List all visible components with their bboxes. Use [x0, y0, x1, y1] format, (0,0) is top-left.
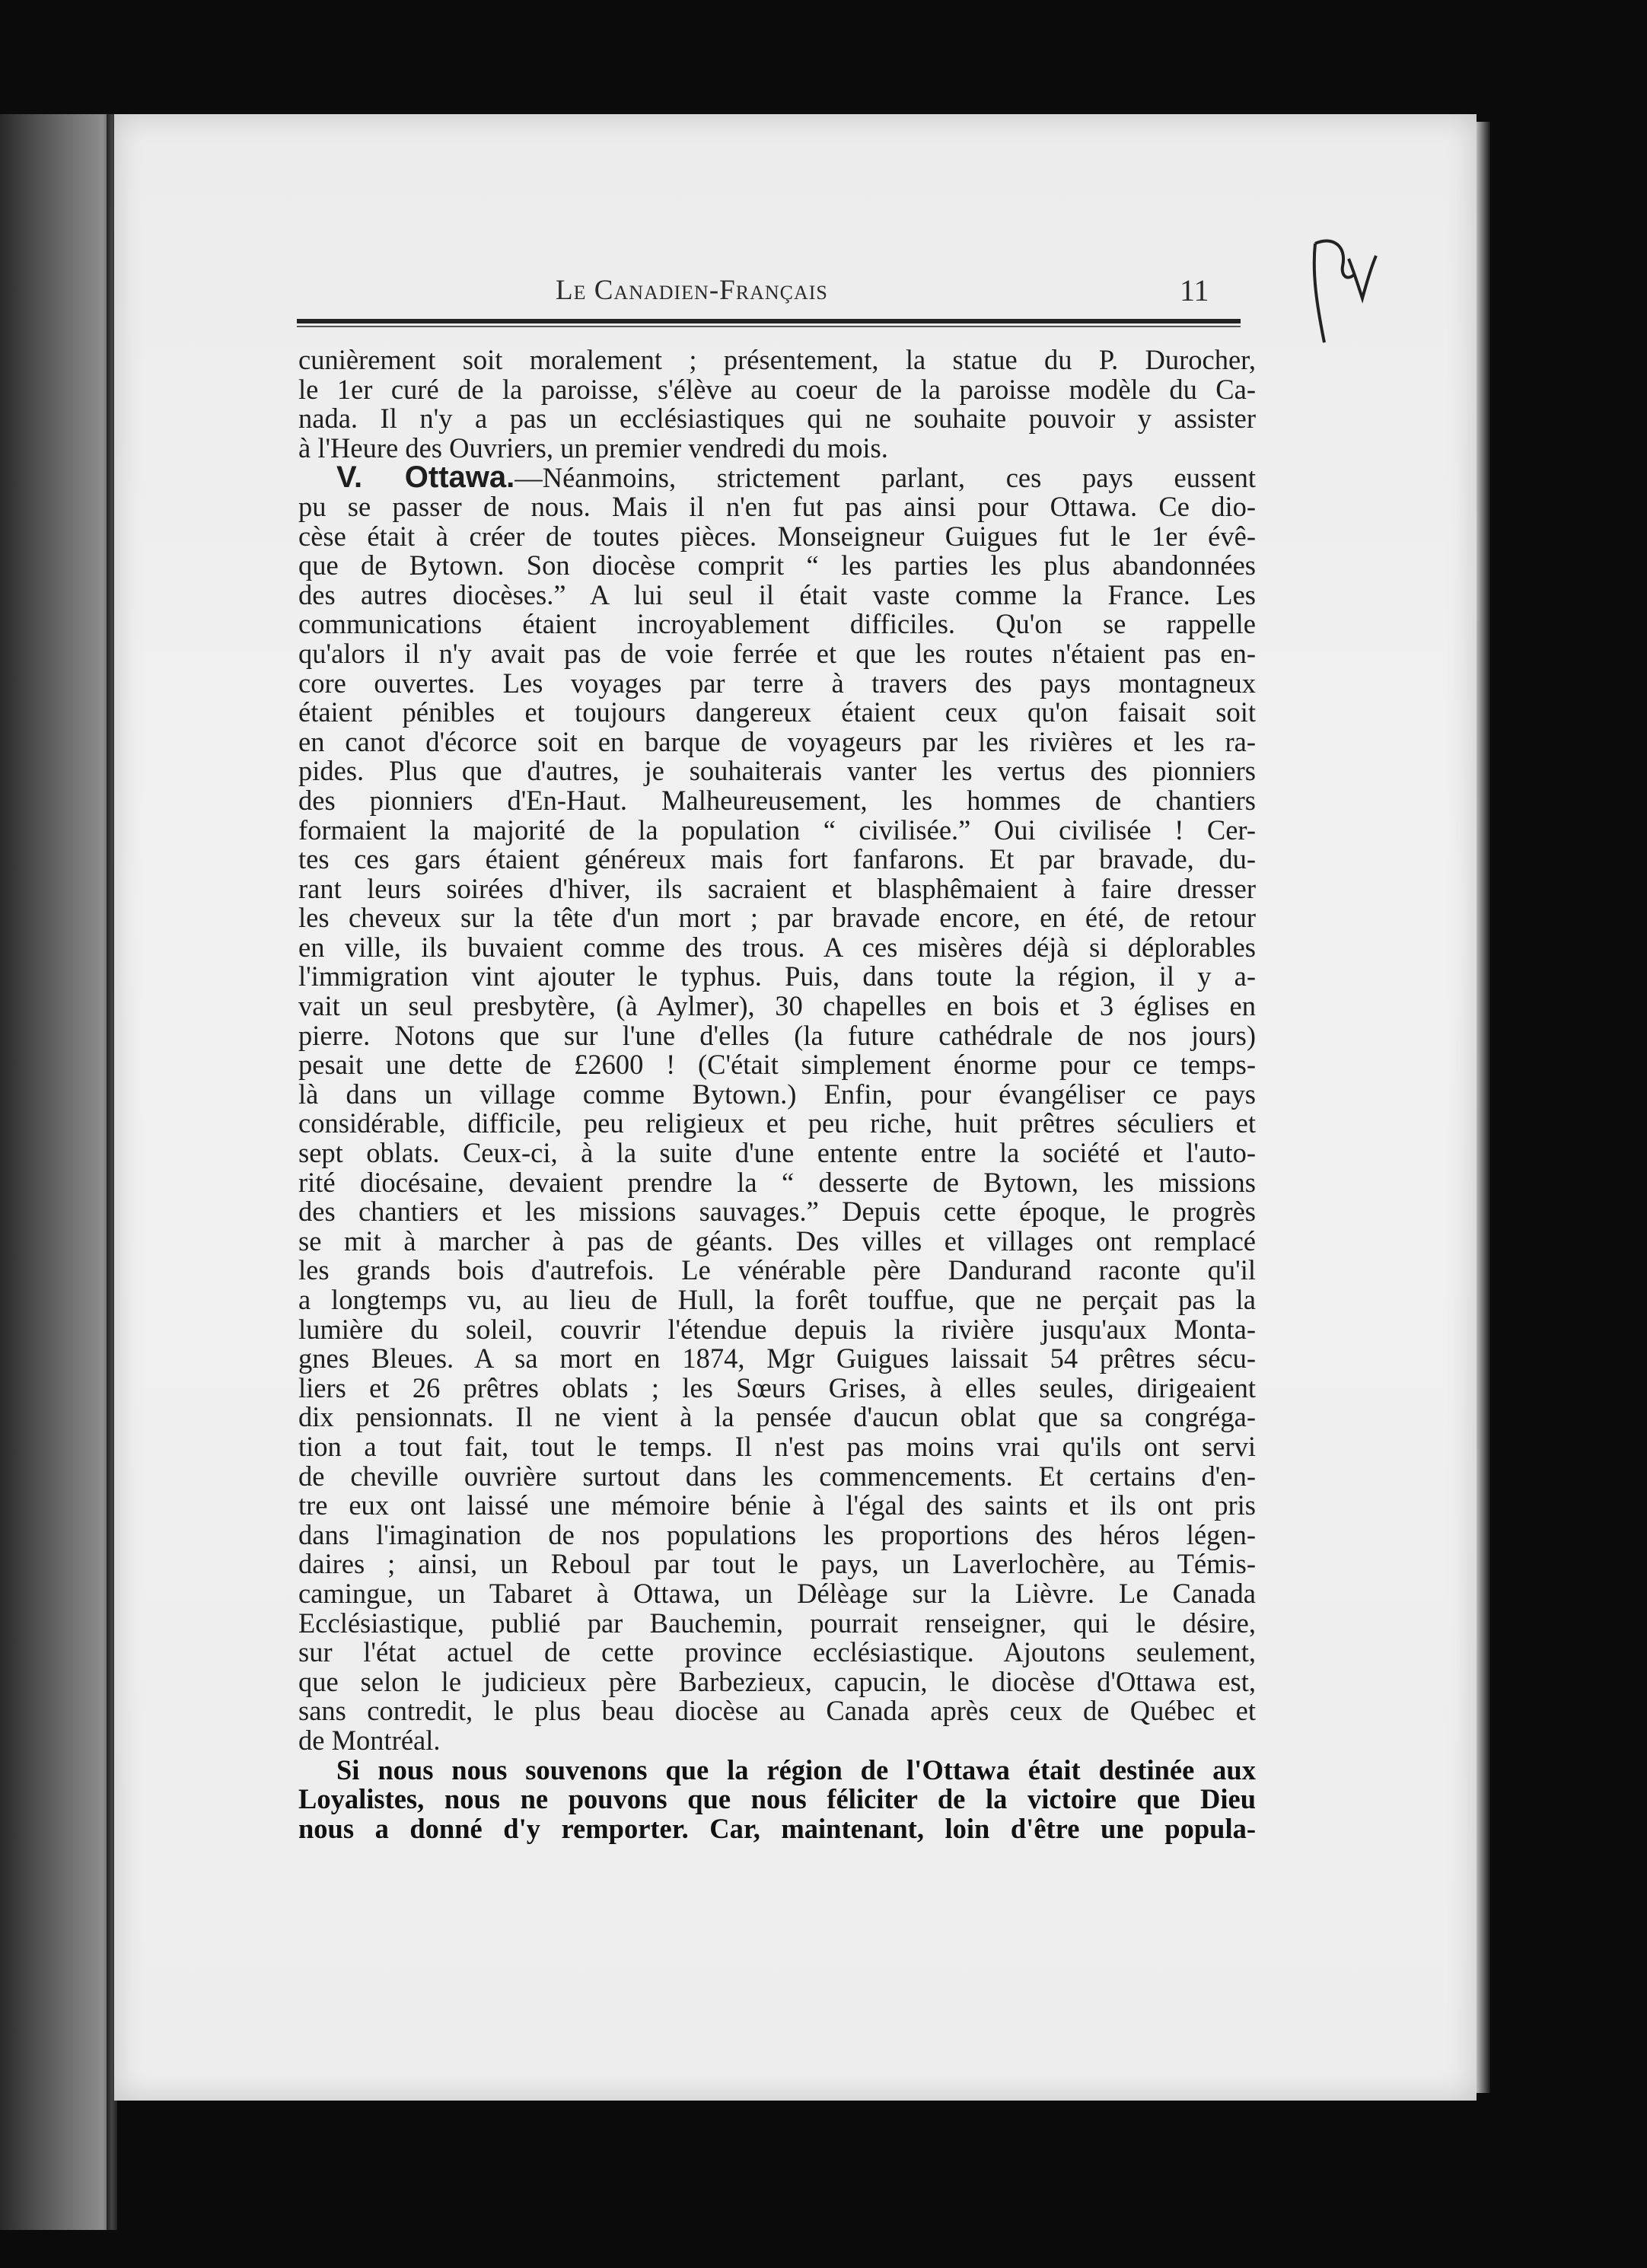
- text-line: de cheville ouvrière surtout dans les commencements. Et certains d'en-: [298, 1460, 1256, 1492]
- text-line: considérable, difficile, peu religieux et peu riche, huit prêtres séculiers et: [298, 1107, 1256, 1139]
- text-line: tre eux ont laissé une mémoire bénie à l'égal des saints et ils ont pris: [298, 1489, 1256, 1521]
- text-line: des pionniers d'En-Haut. Malheureusement, les hommes de chantiers: [298, 784, 1256, 816]
- section-heading: V. Ottawa.: [336, 460, 515, 495]
- body-text: [298, 346, 1256, 1843]
- text-line: que selon le judicieux père Barbezieux, capucin, le diocèse d'Ottawa est,: [298, 1665, 1256, 1697]
- paragraph-opening: [298, 346, 1256, 463]
- text-line: étaient pénibles et toujours dangereux étaient ceux qu'on faisait soit: [298, 696, 1256, 728]
- text-line: formaient la majorité de la population “ civilisée.” Oui civilisée ! Cer-: [298, 814, 1256, 846]
- text-line: pierre. Notons que sur l'une d'elles (la future cathédrale de nos jours): [298, 1019, 1256, 1051]
- previous-page-edge: [0, 114, 114, 2230]
- text-line: communications étaient incroyablement difficiles. Qu'on se rappelle: [298, 608, 1256, 640]
- text-line: sans contredit, le plus beau diocèse au Canada après ceux de Québec et: [298, 1695, 1256, 1727]
- paragraph-ottawa: [298, 460, 1256, 1756]
- text-line: les cheveux sur la tête d'un mort ; par bravade encore, en été, de retour: [298, 902, 1256, 934]
- text-line: pu se passer de nous. Mais il n'en fut pas ainsi pour Ottawa. Ce dio-: [298, 490, 1256, 522]
- text-line: pides. Plus que d'autres, je souhaiterais vanter les vertus des pionniers: [298, 755, 1256, 787]
- text-line: Si nous nous souvenons que la région de l'Ottawa était destinée aux: [336, 1754, 1256, 1785]
- text-line: vait un seul presbytère, (à Aylmer), 30 chapelles en bois et 3 églises en: [298, 990, 1256, 1022]
- text-line: nada. Il n'y a pas un ecclésiastiques qui ne souhaite pouvoir y assister: [298, 403, 1256, 435]
- text-line: sept oblats. Ceux-ci, à la suite d'une entente entre la société et l'auto-: [298, 1137, 1256, 1169]
- text-line: l'immigration vint ajouter le typhus. Puis, dans toute la région, il y a-: [298, 960, 1256, 992]
- text-line: Ecclésiastique, publié par Bauchemin, pourrait renseigner, qui le désire,: [298, 1607, 1256, 1639]
- text-line: en canot d'écorce soit en barque de voyageurs par les rivières et les ra-: [298, 725, 1256, 757]
- paragraph-final: [298, 1756, 1256, 1844]
- text-line: lumière du soleil, couvrir l'étendue depuis la rivière jusqu'aux Monta-: [298, 1313, 1256, 1345]
- text-line: a longtemps vu, au lieu de Hull, la forêt touffue, que ne perçait pas la: [298, 1284, 1256, 1315]
- text-line: le 1er curé de la paroisse, s'élève au coeur de la paroisse modèle du Ca-: [298, 373, 1256, 405]
- text-line: dix pensionnats. Il ne vient à la pensée d'aucun oblat que sa congréga-: [298, 1401, 1256, 1433]
- header-rule-thin: [297, 326, 1241, 327]
- text-line: liers et 26 prêtres oblats ; les Sœurs Grises, à elles seules, dirigeaient: [298, 1371, 1256, 1403]
- text-line: core ouvertes. Les voyages par terre à travers des pays montagneux: [298, 667, 1256, 699]
- text-line: cunièrement soit moralement ; présentement, la statue du P. Durocher,: [298, 344, 1256, 375]
- text-line: des chantiers et les missions sauvages.” Depuis cette époque, le progrès: [298, 1196, 1256, 1228]
- text-line: gnes Bleues. A sa mort en 1874, Mgr Guigues laissait 54 prêtres sécu-: [298, 1343, 1256, 1374]
- text-line: là dans un village comme Bytown.) Enfin, pour évangéliser ce pays: [298, 1078, 1256, 1110]
- text-line: rité diocésaine, devaient prendre la “ desserte de Bytown, les missions: [298, 1166, 1256, 1198]
- text-line: les grands bois d'autrefois. Le vénérable père Dandurand raconte qu'il: [298, 1254, 1256, 1286]
- running-head: [297, 272, 1241, 318]
- text-line: sur l'état actuel de cette province ecclésiastique. Ajoutons seulement,: [298, 1636, 1256, 1668]
- text-line: à l'Heure des Ouvriers, un premier vendredi du mois.: [298, 432, 888, 463]
- text-line: tes ces gars étaient généreux mais fort fanfarons. Et par bravade, du-: [298, 843, 1256, 875]
- text-line: pesait une dette de £2600 ! (C'était simplement énorme pour ce temps-: [298, 1049, 1256, 1081]
- text-line: qu'alors il n'y avait pas de voie ferrée et que les routes n'étaient pas en-: [298, 637, 1256, 669]
- text-line: de Montréal.: [298, 1724, 441, 1756]
- header-rule: [297, 319, 1241, 323]
- text-line: camingue, un Tabaret à Ottawa, un Délèage sur la Lièvre. Le Canada: [298, 1577, 1256, 1609]
- text-line: des autres diocèses.” A lui seul il était vaste comme la France. Les: [298, 578, 1256, 610]
- text-line: nous a donné d'y remporter. Car, maintenant, loin d'être une popula-: [298, 1812, 1256, 1844]
- running-title: Le Canadien-Français: [556, 275, 828, 306]
- text-line: se mit à marcher à pas de géants. Des villes et villages ont remplacé: [298, 1225, 1256, 1257]
- text-line: que de Bytown. Son diocèse comprit “ les parties les plus abandonnées: [298, 549, 1256, 581]
- text-line: Loyalistes, nous ne pouvons que nous féliciter de la victoire que Dieu: [298, 1783, 1256, 1815]
- text-line: dans l'imagination de nos populations les proportions des héros légen-: [298, 1518, 1256, 1550]
- section-first-line-text: —Néanmoins, strictement parlant, ces pays eussent: [514, 462, 1256, 494]
- section-first-line: [298, 460, 1256, 495]
- page-number: 11: [1180, 273, 1209, 307]
- text-line: tion a tout fait, tout le temps. Il n'est pas moins vrai qu'ils ont servi: [298, 1430, 1256, 1462]
- text-line: rant leurs soirées d'hiver, ils sacraient et blasphêmaient à faire dresser: [298, 872, 1256, 904]
- handwritten-mark: [1301, 228, 1385, 350]
- text-line: en ville, ils buvaient comme des trous. A ces misères déjà si déplorables: [298, 931, 1256, 963]
- page-right-edge: [1477, 122, 1490, 2093]
- text-line: daires ; ainsi, un Reboul par tout le pays, un Laverlochère, au Témis-: [298, 1548, 1256, 1580]
- text-line: cèse était à créer de toutes pièces. Monseigneur Guigues fut le 1er évê-: [298, 520, 1256, 552]
